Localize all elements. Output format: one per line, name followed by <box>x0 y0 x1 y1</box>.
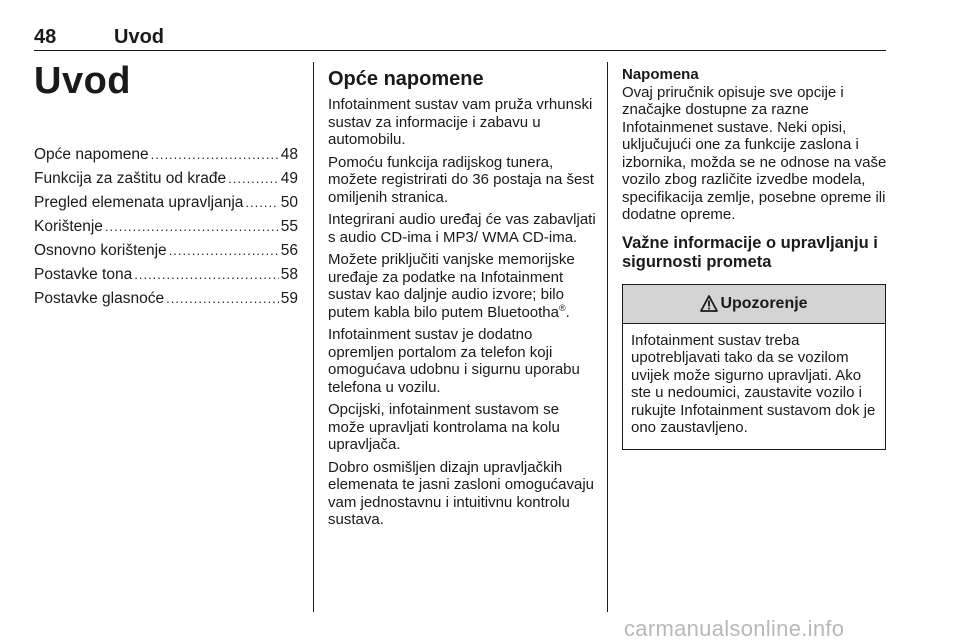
toc-item-label: Korištenje <box>34 218 103 235</box>
note-title: Napomena <box>622 66 699 83</box>
toc-item-label: Postavke tona <box>34 266 133 283</box>
note-and-safety-column <box>622 66 888 450</box>
toc-item-page: 59 <box>280 290 298 307</box>
watermark: carmanualsonline.info <box>624 616 845 641</box>
chapter-title: Uvod <box>34 60 131 102</box>
paragraph: Pomoću funkcija radijskog tunera, možete registrirati do 36 postaja na šest omiljenih stranica. <box>328 153 594 206</box>
toc-item[interactable] <box>34 191 298 215</box>
toc-item-label: Pregled elemenata upravljanja <box>34 194 244 211</box>
paragraph: Infotainment sustav vam pruža vrhunski sustav za informacije i zabavu u automobilu. <box>328 96 593 148</box>
toc-leader-dots <box>228 167 279 191</box>
toc-item-page: 49 <box>280 170 298 187</box>
toc-item-label: Postavke glasnoće <box>34 290 165 307</box>
toc-leader-dots <box>245 191 278 215</box>
general-notes-section <box>328 66 596 534</box>
toc-leader-dots <box>169 239 279 263</box>
toc-item[interactable] <box>34 287 298 311</box>
toc-leader-dots <box>105 215 279 239</box>
warning-box <box>622 284 886 450</box>
page-header <box>34 26 886 50</box>
toc-leader-dots <box>151 143 279 167</box>
paragraph-text: Možete priključiti vanjske memorijske uređaje za podatke na Infotainment sustav kao daljnje audio izvore; bilo putem kabla bilo putem Bluetootha <box>328 251 575 321</box>
registered-mark: ® <box>558 302 566 313</box>
safety-heading: Važne informacije o upravljanju i sigurnosti prometa <box>622 233 878 271</box>
column-divider <box>313 62 314 612</box>
table-of-contents <box>34 143 298 311</box>
toc-item-page: 55 <box>280 218 298 235</box>
toc-item[interactable] <box>34 167 298 191</box>
section-heading: Opće napomene <box>328 68 484 90</box>
page-number: 48 <box>34 26 57 48</box>
warning-title: Upozorenje <box>720 294 808 312</box>
header-divider <box>34 50 886 51</box>
warning-text: Infotainment sustav treba upotrebljavati tako da se vozilom uvijek može sigurno upravljati. Ako ste u nedoumici, zaustavite vozilo i rukujte Infotainment sustavom dok je ono zaustavljeno. <box>631 331 876 436</box>
paragraph-end: . <box>565 303 570 321</box>
toc-item-page: 56 <box>280 242 298 259</box>
toc-leader-dots <box>134 263 279 287</box>
paragraph: Infotainment sustav je dodatno opremljen portalom za telefon koji omogućava udobnu i sigurnu uporabu telefona u vozilu. <box>328 326 580 396</box>
toc-item-page: 58 <box>280 266 298 283</box>
note-text: Ovaj priručnik opisuje sve opcije i značajke dostupne za razne Infotainmenet sustave. Neki opisi, uključujući one za funkcije zaslona i izbornika, možda se ne odnose na vaše vozilo zbog različite izvedbe modela, specifikacija zemlje, posebne opreme ili dodatne opreme. <box>622 83 887 223</box>
running-title: Uvod <box>114 26 164 48</box>
toc-item-label: Funkcija za zaštitu od krađe <box>34 170 227 187</box>
warning-triangle-icon <box>700 295 718 312</box>
toc-leader-dots <box>166 287 279 311</box>
toc-item-label: Osnovno korištenje <box>34 242 167 259</box>
toc-item-page: 50 <box>280 194 298 211</box>
warning-header <box>623 285 885 324</box>
paragraph: Dobro osmišljen dizajn upravljačkih elemenata te jasni zasloni omogućavaju vam jednostavnu i intuitivnu kontrolu sustava. <box>328 458 594 528</box>
toc-item[interactable] <box>34 239 298 263</box>
column-divider <box>607 62 608 612</box>
paragraph <box>328 251 596 321</box>
toc-item[interactable] <box>34 263 298 287</box>
toc-item[interactable] <box>34 143 298 167</box>
toc-item-label: Opće napomene <box>34 146 149 163</box>
toc-item-page: 48 <box>280 146 298 163</box>
paragraph: Integrirani audio uređaj će vas zabavljati s audio CD-ima i MP3/ WMA CD-ima. <box>328 211 596 246</box>
toc-item[interactable] <box>34 215 298 239</box>
paragraph: Opcijski, infotainment sustavom se može upravljati kontrolama na kolu upravljača. <box>328 401 560 453</box>
